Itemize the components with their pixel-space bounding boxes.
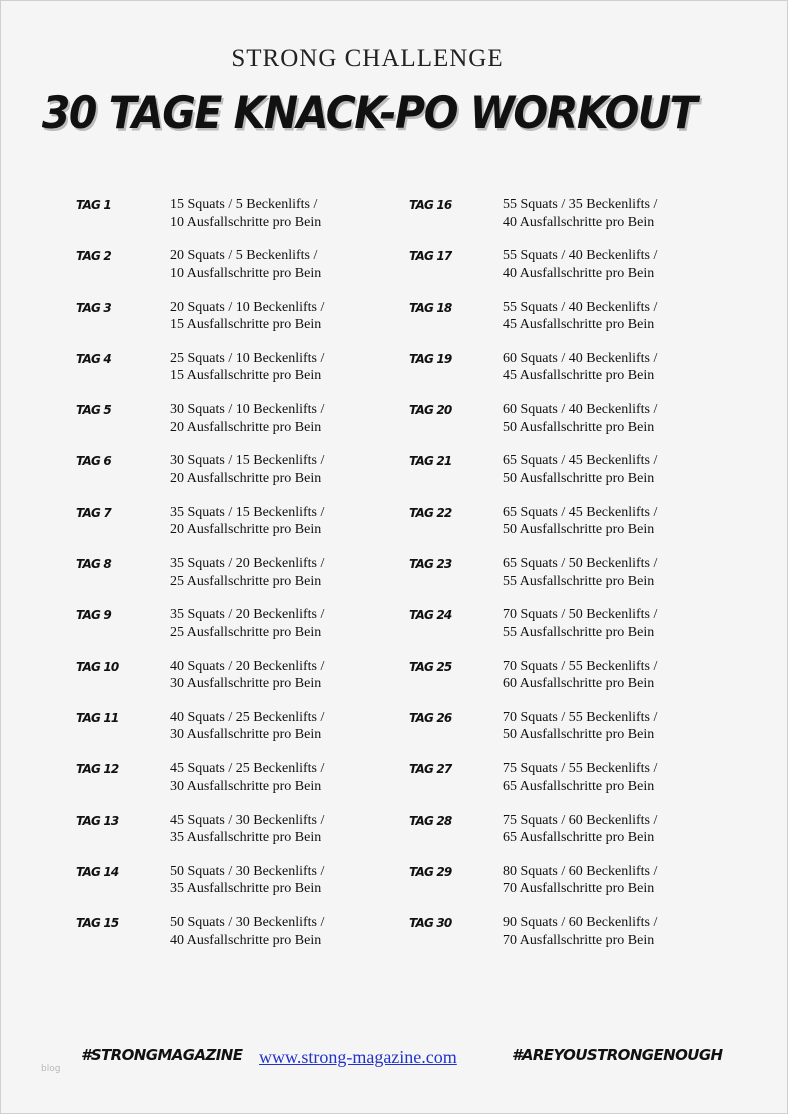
exercise-line-2: 40 Ausfallschritte pro Bein [503,214,655,230]
day-row [409,196,729,247]
exercise-line-2: 20 Ausfallschritte pro Bein [170,419,322,435]
exercise-line-1: 75 Squats / 55 Beckenlifts / [503,761,658,777]
exercise-line-2: 50 Ausfallschritte pro Bein [503,419,655,435]
day-exercises [170,709,367,744]
day-label: TAG 7 [76,505,111,520]
schedule-column-left [76,196,396,965]
exercise-line-2: 35 Ausfallschritte pro Bein [170,881,322,897]
day-exercises [503,247,700,282]
day-label: TAG 20 [409,403,452,418]
footer-hashtag-left: #STRONGMAGAZINE [81,1046,243,1064]
exercise-line-1: 70 Squats / 55 Beckenlifts / [503,709,658,725]
day-label: TAG 15 [76,916,119,931]
day-exercises [170,606,367,641]
day-label: TAG 23 [409,557,452,572]
day-row [76,863,396,914]
exercise-line-1: 35 Squats / 20 Beckenlifts / [170,607,325,623]
exercise-line-1: 40 Squats / 25 Beckenlifts / [170,709,325,725]
day-row [76,401,396,452]
footer-hashtag-right: #AREYOUSTRONGENOUGH [512,1046,723,1064]
day-label: TAG 6 [76,454,111,469]
day-exercises [503,196,700,231]
day-label: TAG 28 [409,813,452,828]
day-exercises [170,760,367,795]
day-exercises [170,863,367,898]
exercise-line-2: 15 Ausfallschritte pro Bein [170,368,322,384]
exercise-line-2: 40 Ausfallschritte pro Bein [170,932,322,948]
day-exercises [503,760,700,795]
day-exercises [170,247,367,282]
exercise-line-2: 30 Ausfallschritte pro Bein [170,727,322,743]
day-exercises [503,401,700,436]
exercise-line-1: 55 Squats / 40 Beckenlifts / [503,248,658,264]
exercise-line-1: 15 Squats / 5 Beckenlifts / [170,197,318,212]
day-label: TAG 1 [76,198,111,212]
day-row [409,555,729,606]
day-row [409,504,729,555]
day-label: TAG 10 [76,659,119,674]
day-label: TAG 4 [76,351,111,366]
day-label: TAG 8 [76,557,111,572]
exercise-line-1: 40 Squats / 20 Beckenlifts / [170,658,325,674]
exercise-line-1: 55 Squats / 40 Beckenlifts / [503,299,658,315]
day-exercises [503,350,700,385]
day-row [76,452,396,503]
day-row [409,709,729,760]
day-exercises [170,555,367,590]
day-label: TAG 30 [409,916,452,931]
exercise-line-2: 45 Ausfallschritte pro Bein [503,368,655,384]
exercise-line-1: 60 Squats / 40 Beckenlifts / [503,350,658,366]
exercise-line-1: 70 Squats / 50 Beckenlifts / [503,607,658,623]
page-subtitle: STRONG CHALLENGE [231,45,504,72]
day-row [76,606,396,657]
day-row [76,760,396,811]
footer-website-link[interactable]: www.strong-magazine.com [259,1047,457,1067]
day-row [76,196,396,247]
exercise-line-1: 80 Squats / 60 Beckenlifts / [503,863,658,879]
day-exercises [503,863,700,898]
day-label: TAG 24 [409,608,452,623]
day-row [76,658,396,709]
day-label: TAG 12 [76,762,119,777]
day-exercises [170,401,367,436]
day-exercises [170,658,367,693]
exercise-line-1: 20 Squats / 5 Beckenlifts / [170,248,318,264]
exercise-line-2: 60 Ausfallschritte pro Bein [503,676,655,692]
exercise-line-1: 35 Squats / 15 Beckenlifts / [170,504,325,520]
exercise-line-1: 60 Squats / 40 Beckenlifts / [503,402,658,418]
day-row [409,812,729,863]
day-label: TAG 26 [409,710,452,725]
day-exercises [503,709,700,744]
day-row [409,606,729,657]
day-exercises [503,452,700,487]
exercise-line-2: 35 Ausfallschritte pro Bein [170,830,322,846]
exercise-line-1: 65 Squats / 45 Beckenlifts / [503,504,658,520]
exercise-line-2: 20 Ausfallschritte pro Bein [170,470,322,486]
day-exercises [503,299,700,334]
day-label: TAG 25 [409,659,452,674]
day-exercises [503,812,700,847]
day-label: TAG 29 [409,864,452,879]
day-row [76,812,396,863]
day-label: TAG 27 [409,762,452,777]
day-label: TAG 14 [76,864,119,879]
day-label: TAG 21 [409,454,452,469]
exercise-line-1: 30 Squats / 15 Beckenlifts / [170,453,325,469]
day-exercises [503,658,700,693]
day-label: TAG 3 [76,300,111,315]
day-label: TAG 13 [76,813,119,828]
day-label: TAG 16 [409,198,452,212]
exercise-line-2: 70 Ausfallschritte pro Bein [503,932,655,948]
exercise-line-1: 55 Squats / 35 Beckenlifts / [503,197,658,212]
exercise-line-2: 10 Ausfallschritte pro Bein [170,265,322,281]
exercise-line-1: 65 Squats / 50 Beckenlifts / [503,556,658,572]
exercise-line-2: 30 Ausfallschritte pro Bein [170,778,322,794]
day-exercises [503,504,700,539]
exercise-line-1: 25 Squats / 10 Beckenlifts / [170,350,325,366]
exercise-line-1: 75 Squats / 60 Beckenlifts / [503,812,658,828]
day-label: TAG 19 [409,351,452,366]
day-exercises [503,914,700,949]
day-row [409,401,729,452]
day-row [76,555,396,606]
exercise-line-2: 25 Ausfallschritte pro Bein [170,624,322,640]
day-row [409,452,729,503]
day-row [409,863,729,914]
exercise-line-2: 15 Ausfallschritte pro Bein [170,317,322,333]
exercise-line-2: 50 Ausfallschritte pro Bein [503,470,655,486]
exercise-line-2: 65 Ausfallschritte pro Bein [503,830,655,846]
day-exercises [170,504,367,539]
exercise-line-1: 45 Squats / 30 Beckenlifts / [170,812,325,828]
day-row [409,350,729,401]
day-row [409,658,729,709]
exercise-line-1: 50 Squats / 30 Beckenlifts / [170,915,325,931]
page-title: 30 TAGE KNACK-PO WORKOUT [41,87,697,139]
day-row [76,504,396,555]
exercise-line-2: 70 Ausfallschritte pro Bein [503,881,655,897]
day-label: TAG 9 [76,608,111,623]
exercise-line-1: 65 Squats / 45 Beckenlifts / [503,453,658,469]
day-exercises [170,350,367,385]
schedule-column-right [409,196,729,965]
exercise-line-1: 20 Squats / 10 Beckenlifts / [170,299,325,315]
exercise-line-2: 30 Ausfallschritte pro Bein [170,676,322,692]
day-exercises [170,812,367,847]
exercise-line-2: 20 Ausfallschritte pro Bein [170,522,322,538]
day-row [76,914,396,965]
day-row [76,350,396,401]
exercise-line-2: 50 Ausfallschritte pro Bein [503,522,655,538]
exercise-line-1: 90 Squats / 60 Beckenlifts / [503,915,658,931]
day-exercises [170,299,367,334]
exercise-line-1: 70 Squats / 55 Beckenlifts / [503,658,658,674]
day-exercises [170,196,367,231]
exercise-line-2: 25 Ausfallschritte pro Bein [170,573,322,589]
exercise-line-1: 50 Squats / 30 Beckenlifts / [170,863,325,879]
day-exercises [170,914,367,949]
exercise-line-1: 30 Squats / 10 Beckenlifts / [170,402,325,418]
exercise-line-2: 65 Ausfallschritte pro Bein [503,778,655,794]
day-exercises [170,452,367,487]
day-row [76,709,396,760]
day-exercises [503,606,700,641]
day-label: TAG 2 [76,249,111,264]
day-exercises [503,555,700,590]
day-label: TAG 18 [409,300,452,315]
exercise-line-2: 10 Ausfallschritte pro Bein [170,214,322,230]
exercise-line-2: 55 Ausfallschritte pro Bein [503,624,655,640]
exercise-line-1: 35 Squats / 20 Beckenlifts / [170,556,325,572]
exercise-line-2: 45 Ausfallschritte pro Bein [503,317,655,333]
exercise-line-2: 55 Ausfallschritte pro Bein [503,573,655,589]
day-label: TAG 17 [409,249,452,264]
day-row [76,299,396,350]
day-label: TAG 11 [76,710,119,725]
exercise-line-1: 45 Squats / 25 Beckenlifts / [170,761,325,777]
day-row [409,247,729,298]
exercise-line-2: 50 Ausfallschritte pro Bein [503,727,655,743]
day-label: TAG 5 [76,403,111,418]
day-row [409,914,729,965]
day-row [76,247,396,298]
exercise-line-2: 40 Ausfallschritte pro Bein [503,265,655,281]
day-label: TAG 22 [409,505,452,520]
day-row [409,299,729,350]
watermark: blog [41,1064,61,1074]
day-row [409,760,729,811]
